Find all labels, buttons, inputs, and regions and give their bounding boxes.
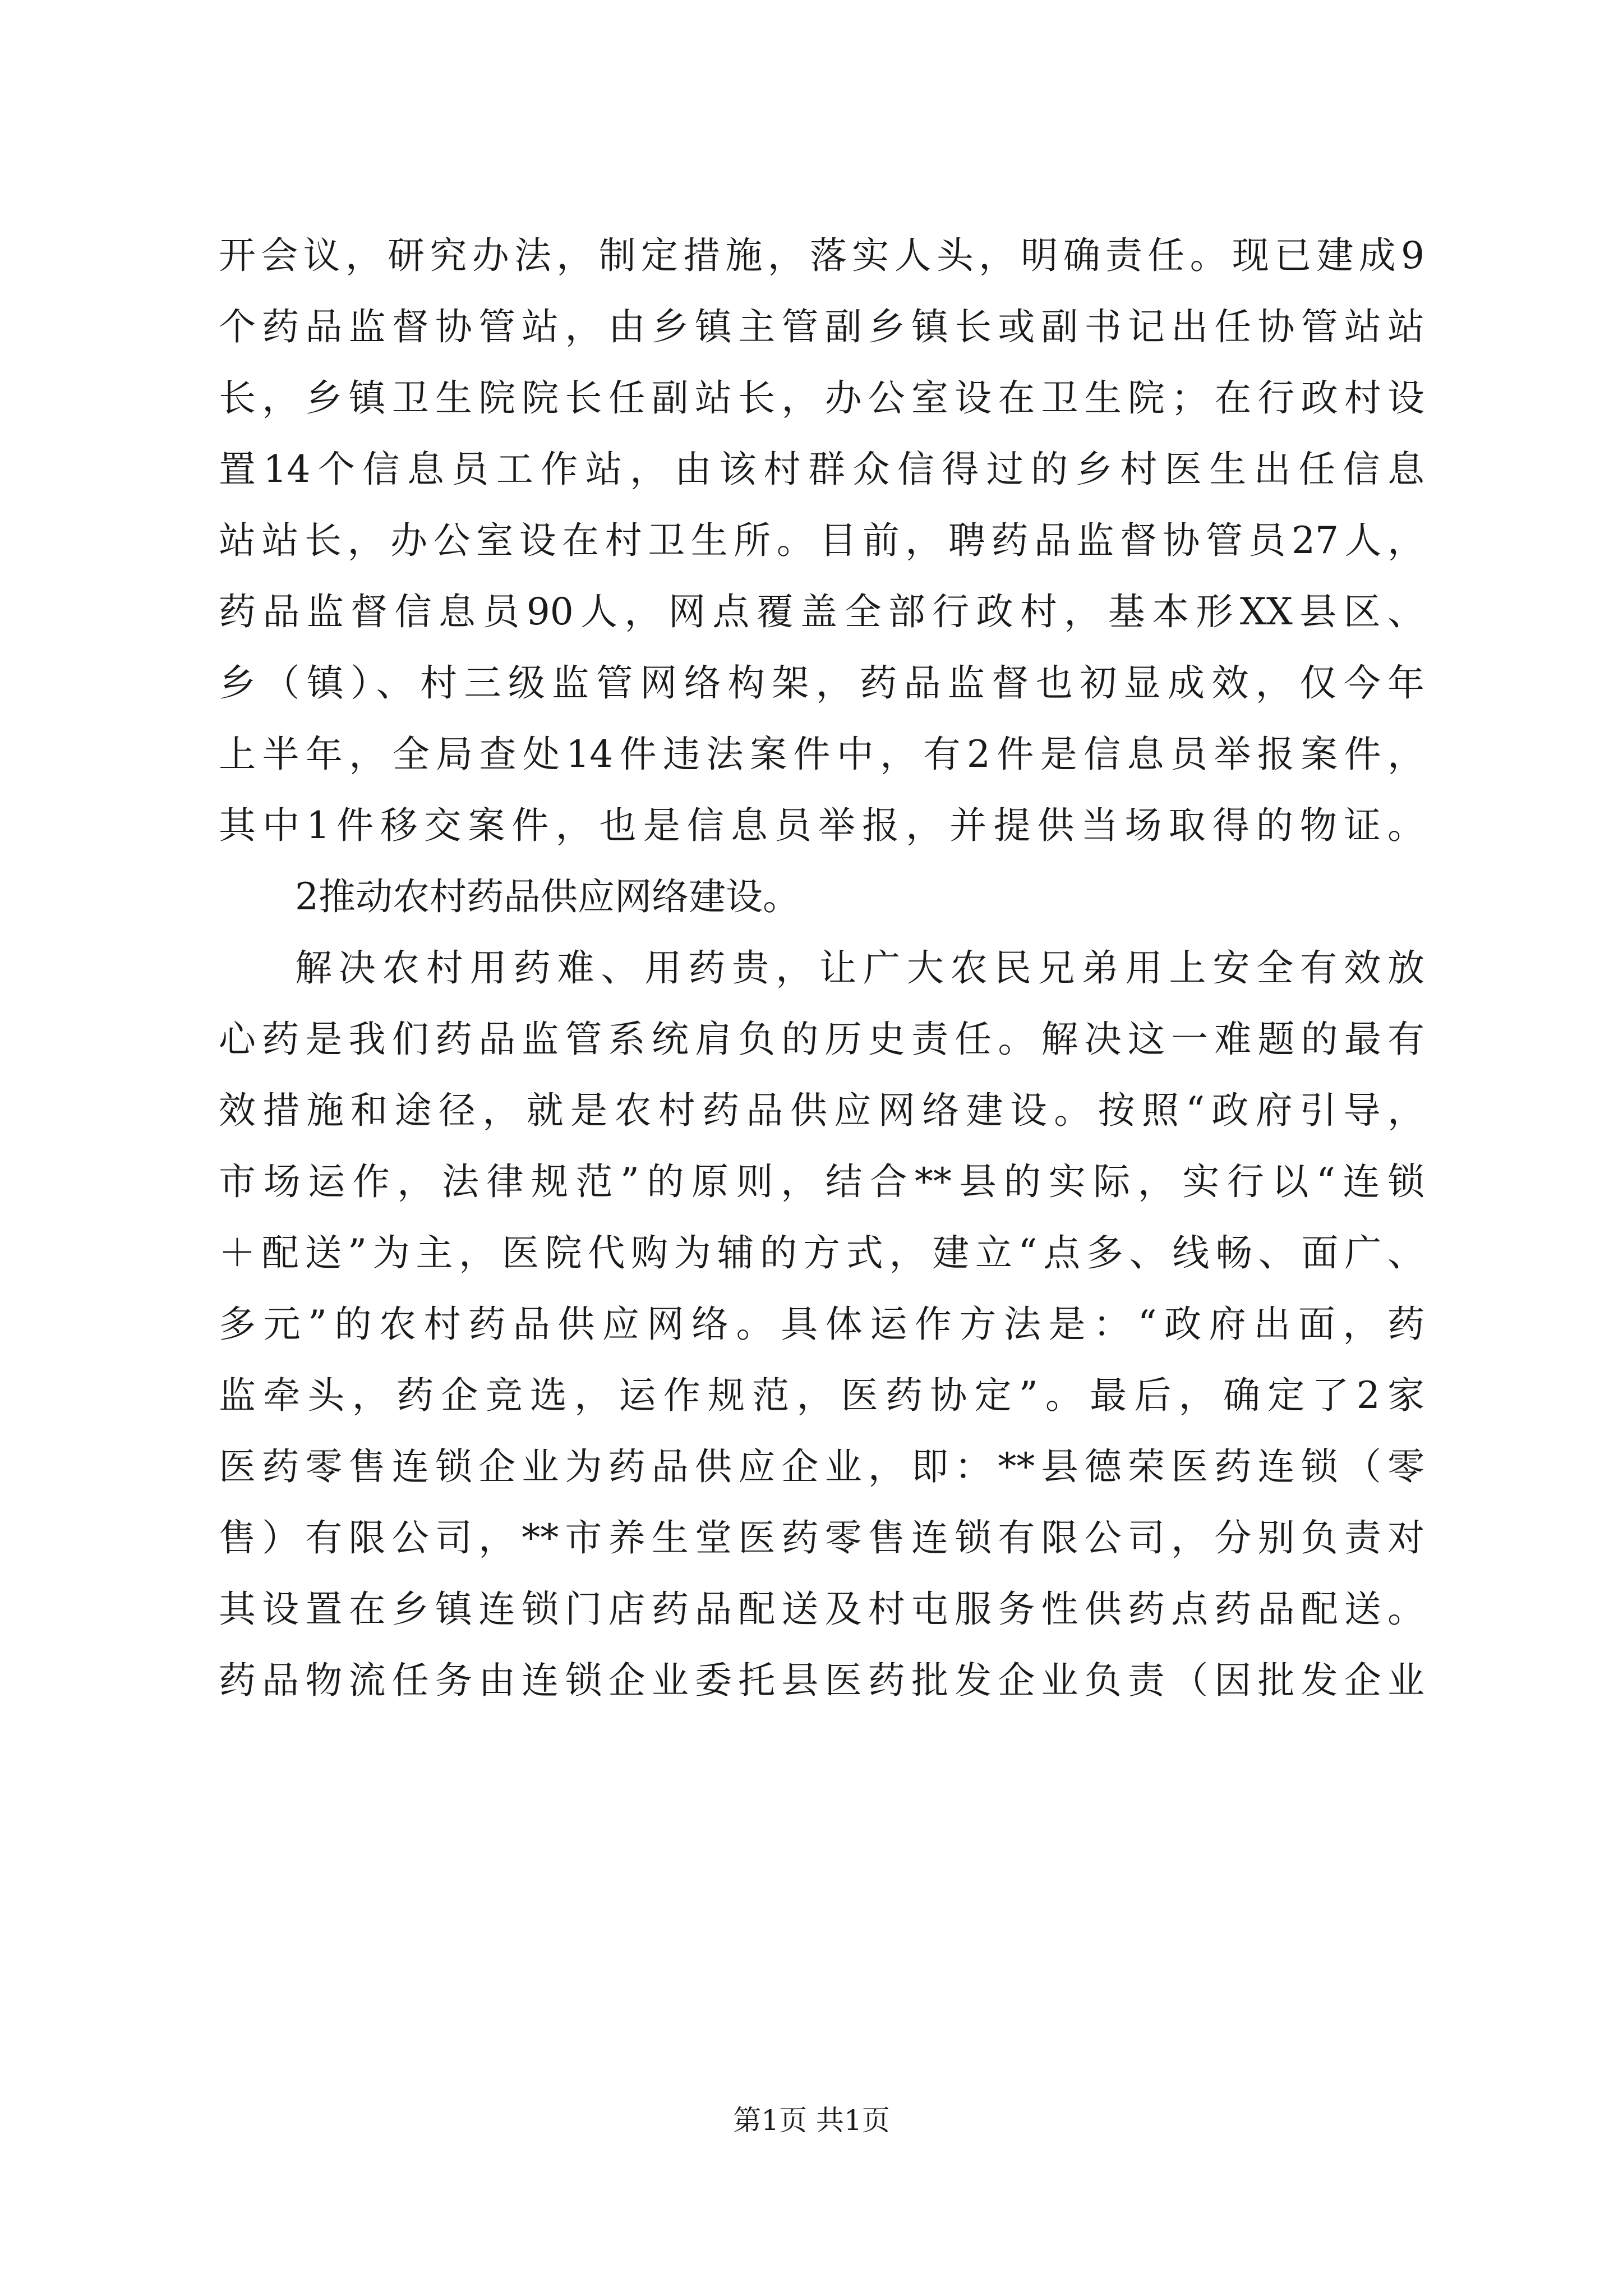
text-line: 效措施和途径，就是农村药品供应网络建设。按照“政府引导， xyxy=(219,1089,1424,1132)
text-line: 开会议，研究办法，制定措施，落实人头，明确责任。现已建成9 xyxy=(219,234,1424,277)
text-line: 站站长，办公室设在村卫生所。目前，聘药品监督协管员27人， xyxy=(219,519,1424,562)
text-line: 个药品监督协管站，由乡镇主管副乡镇长或副书记出任协管站站 xyxy=(219,305,1424,348)
text-line: 药品物流任务由连锁企业委托县医药批发企业负责（因批发企业 xyxy=(219,1659,1424,1702)
section-heading: 2推动农村药品供应网络建设。 xyxy=(295,875,800,918)
text-line: 监牵头，药企竞选，运作规范，医药协定”。最后，确定了2家 xyxy=(219,1374,1424,1417)
page-footer: 第1页 共1页 xyxy=(733,2104,890,2137)
body-text xyxy=(219,220,1424,1716)
text-line: 乡（镇）、村三级监管网络构架，药品监督也初显成效，仅今年 xyxy=(219,661,1424,705)
text-line: 其设置在乡镇连锁门店药品配送及村屯服务性供药点药品配送。 xyxy=(219,1588,1424,1631)
text-line: 药品监督信息员90人，网点覆盖全部行政村，基本形XX县区、 xyxy=(219,590,1424,633)
text-line: 解决农村用药难、用药贵，让广大农民兄弟用上安全有效放 xyxy=(295,946,1424,990)
text-line: 售）有限公司，**市养生堂医药零售连锁有限公司，分别负责对 xyxy=(219,1516,1424,1559)
text-line: 心药是我们药品监管系统肩负的历史责任。解决这一难题的最有 xyxy=(219,1018,1424,1061)
text-line: 医药零售连锁企业为药品供应企业，即：**县德荣医药连锁（零 xyxy=(219,1445,1424,1488)
text-line: 上半年，全局查处14件违法案件中，有2件是信息员举报案件， xyxy=(219,733,1424,776)
text-line: ＋配送”为主，医院代购为辅的方式，建立“点多、线畅、面广、 xyxy=(219,1231,1424,1274)
text-line: 其中1件移交案件，也是信息员举报，并提供当场取得的物证。 xyxy=(219,804,1424,847)
text-line: 长，乡镇卫生院院长任副站长，办公室设在卫生院；在行政村设 xyxy=(219,376,1424,420)
text-line: 市场运作，法律规范”的原则，结合**县的实际，实行以“连锁 xyxy=(219,1160,1424,1203)
text-line: 置14个信息员工作站，由该村群众信得过的乡村医生出任信息 xyxy=(219,448,1424,491)
text-line: 多元”的农村药品供应网络。具体运作方法是：“政府出面，药 xyxy=(219,1303,1424,1346)
